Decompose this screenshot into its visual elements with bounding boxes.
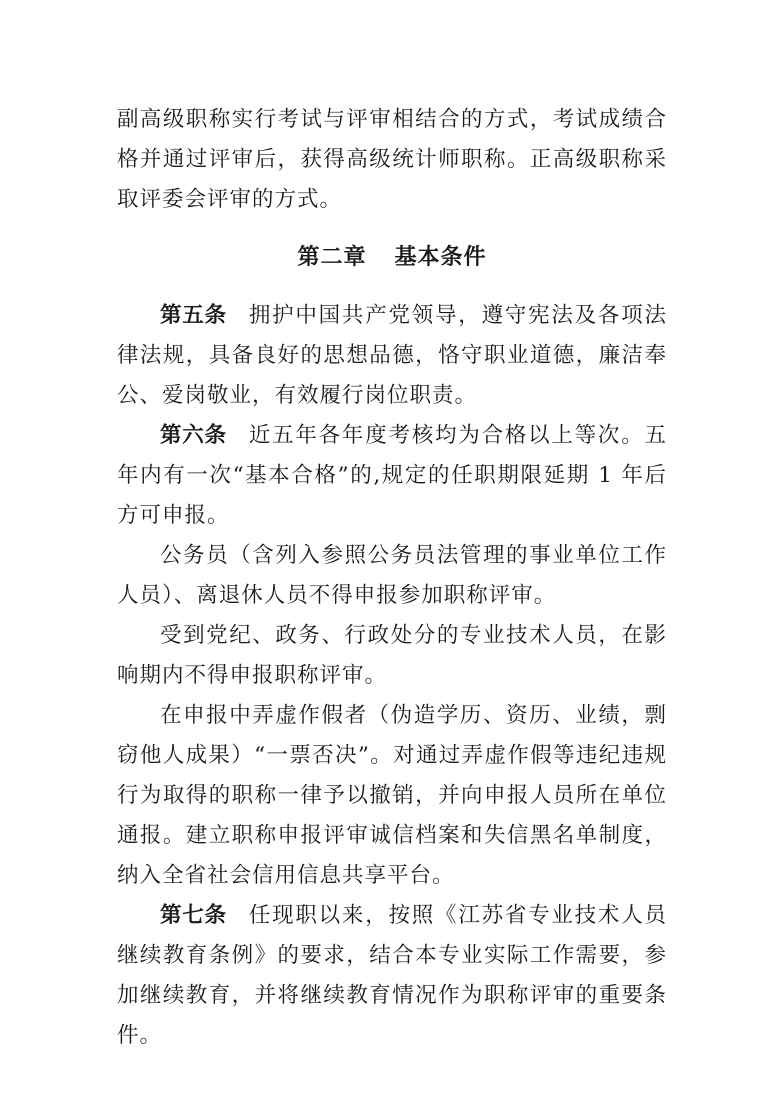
chapter-name: 基本条件 xyxy=(394,245,487,270)
intro-paragraph: 副高级职称实行考试与评审相结合的方式，考试成绩合格并通过评审后，获得高级统计师职称。正高级职称采取评委会评审的方式。 xyxy=(117,107,667,212)
article-5-text: 拥护中国共产党领导，遵守宪法及各项法律法规，具备良好的思想品德，恪守职业道德，廉洁奉公、爱岗敬业，有效履行岗位职责。 xyxy=(117,303,667,408)
civil-servant-paragraph: 公务员（含列入参照公务员法管理的事业单位工作人员）、离退休人员不得申报参加职称评审。 xyxy=(117,543,667,608)
article-7-label: 第七条 xyxy=(160,903,227,928)
article-5-label: 第五条 xyxy=(160,303,227,328)
article-7-paragraph xyxy=(117,896,667,1056)
article-7-text: 任现职以来，按照《江苏省专业技术人员继续教育条例》的要求，结合本专业实际工作需要，参加继续教育，并将继续教育情况作为职称评审的重要条件。 xyxy=(117,903,667,1048)
article-6-paragraph xyxy=(117,416,667,536)
chapter-number: 第二章 xyxy=(297,245,367,270)
discipline-paragraph: 受到党纪、政务、行政处分的专业技术人员，在影响期内不得申报职称评审。 xyxy=(117,623,667,688)
article-6-text: 近五年各年度考核均为合格以上等次。五年内有一次“基本合格”的,规定的任职期限延期 1 年后方可申报。 xyxy=(117,423,667,528)
article-5-paragraph xyxy=(117,296,667,416)
article-6-label: 第六条 xyxy=(160,423,227,448)
chapter-heading xyxy=(117,238,667,278)
fraud-paragraph: 在申报中弄虚作假者（伪造学历、资历、业绩，剽窃他人成果）“一票否决”。对通过弄虚作假等违纪违规行为取得的职称一律予以撤销，并向申报人员所在单位通报。建立职称申报评审诚信档案和失信黑名单制度，纳入全省社会信用信息共享平台。 xyxy=(117,703,667,888)
